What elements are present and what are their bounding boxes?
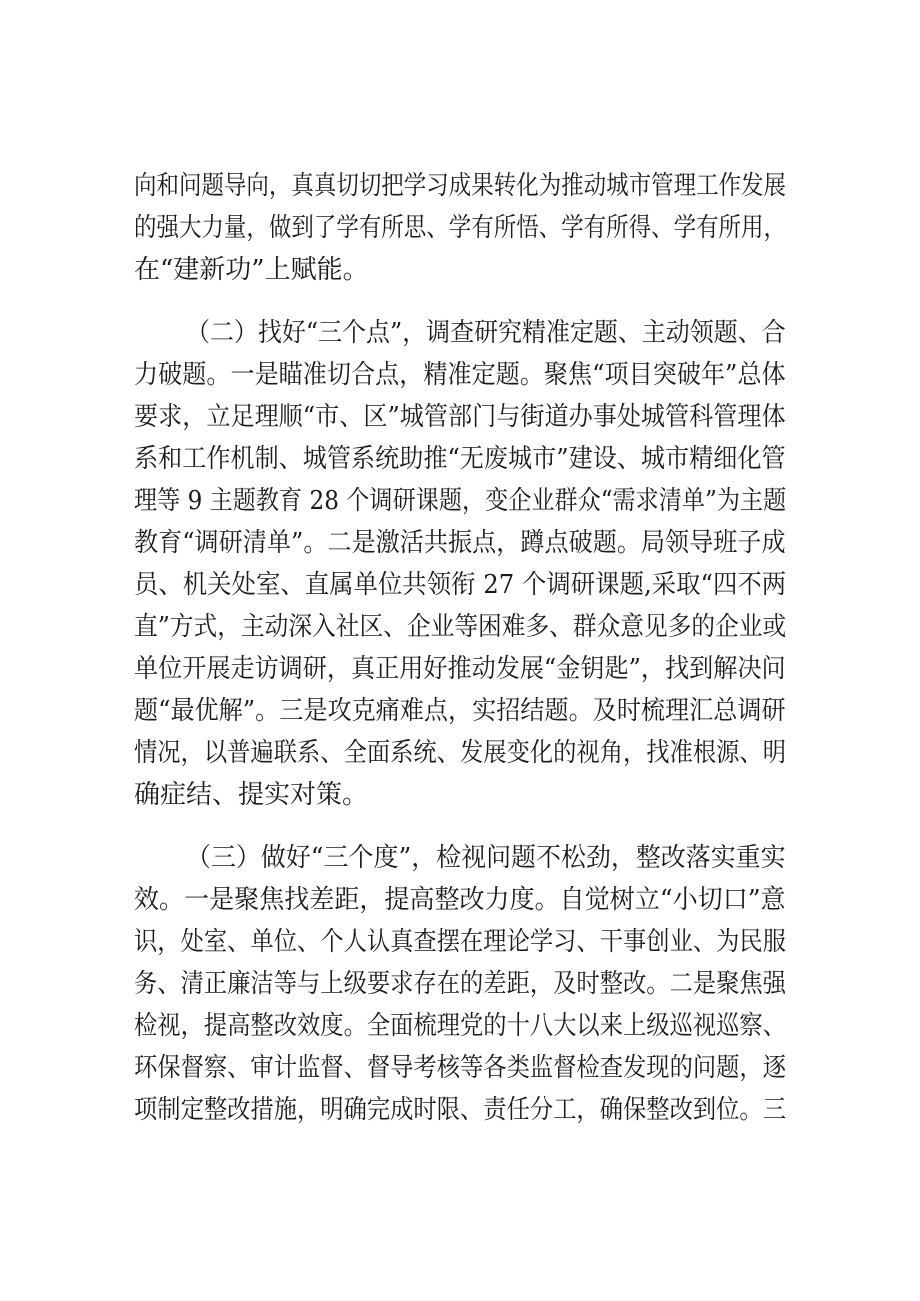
text-line: 务、清正廉洁等与上级要求存在的差距，及时整改。二是聚焦强	[134, 969, 787, 999]
text-line: 环保督察、审计监督、督导考核等各类监督检查发现的问题，逐	[134, 1053, 787, 1083]
text-line: 识，处室、单位、个人认真查摆在理论学习、干事创业、为民服	[134, 927, 787, 957]
text-line: 单位开展走访调研，真正用好推动发展“金钥匙”，找到解决问	[134, 654, 786, 684]
text-line: 的强大力量，做到了学有所思、学有所悟、学有所得、学有所用，	[134, 213, 787, 243]
text-line: 题“最优解”。三是攻克痛难点，实招结题。及时梳理汇总调研	[134, 696, 786, 726]
text-line: 要求，立足理顺“市、区”城管部门与街道办事处城管科管理体	[134, 402, 786, 432]
text-line: 情况，以普遍联系、全面系统、发展变化的视角，找准根源、明	[134, 738, 787, 768]
text-line: 员、机关处室、直属单位共领衔 27 个调研课题,采取“四不两	[134, 570, 787, 600]
text-line: 系和工作机制、城管系统助推“无废城市”建设、城市精细化管	[134, 444, 786, 474]
text-line: 向和问题导向，真真切切把学习成果转化为推动城市管理工作发展	[134, 171, 787, 201]
text-line: （三）做好“三个度”，检视问题不松劲，整改落实重实	[186, 843, 786, 873]
text-line: 效。一是聚焦找差距，提高整改力度。自觉树立“小切口”意	[134, 885, 786, 915]
text-line: 教育“调研清单”。二是激活共振点，蹲点破题。局领导班子成	[134, 528, 786, 558]
text-line: （二）找好“三个点”，调查研究精准定题、主动领题、合	[186, 318, 786, 348]
text-line: 在“建新功”上赋能。	[134, 255, 369, 285]
text-line: 理等 9 主题教育 28 个调研课题，变企业群众“需求清单”为主题	[134, 486, 787, 516]
text-line: 力破题。一是瞄准切合点，精准定题。聚焦“项目突破年”总体	[134, 360, 786, 390]
text-line: 项制定整改措施，明确完成时限、责任分工，确保整改到位。三	[134, 1095, 787, 1125]
text-line: 确症结、提实对策。	[134, 780, 369, 810]
text-line: 检视，提高整改效度。全面梳理党的十八大以来上级巡视巡察、	[134, 1011, 787, 1041]
text-line: 直”方式，主动深入社区、企业等困难多、群众意见多的企业或	[134, 612, 787, 642]
